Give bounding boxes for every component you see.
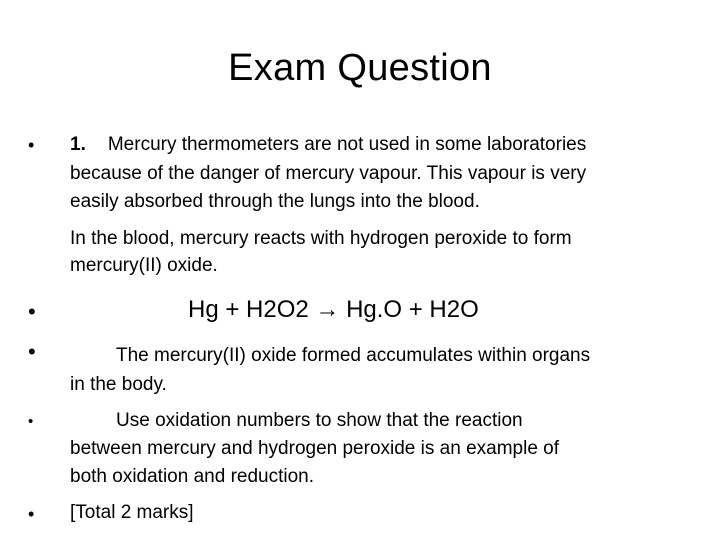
bullet-icon: • (28, 339, 36, 364)
bullet-icon: • (28, 413, 34, 430)
slide-title: Exam Question (228, 47, 492, 89)
bullet-icon: • (28, 135, 35, 155)
instruction-line: Use oxidation numbers to show that the reaction (116, 410, 523, 431)
statement-line: The mercury(II) oxide formed accumulates within organs (116, 345, 591, 366)
question-text-line: because of the danger of mercury vapour. This vapour is very (70, 163, 587, 184)
chemical-equation: Hg + H2O2 → Hg.O + H2O (188, 296, 479, 323)
question-text-line: In the blood, mercury reacts with hydrogen peroxide to form (70, 228, 572, 249)
statement-line: in the body. (70, 374, 167, 395)
instruction-line: both oxidation and reduction. (70, 466, 315, 487)
question-number: 1. (70, 134, 86, 155)
bullet-icon: • (28, 504, 35, 524)
question-text-line: easily absorbed through the lungs into the blood. (70, 191, 480, 212)
question-line (70, 133, 586, 157)
instruction-line: between mercury and hydrogen peroxide is an example of (70, 438, 560, 459)
bullet-icon: • (28, 299, 36, 324)
question-text-line: mercury(II) oxide. (70, 255, 218, 276)
question-text-line: Mercury thermometers are not used in some laboratories (107, 134, 587, 155)
marks-text: [Total 2 marks] (70, 502, 194, 523)
